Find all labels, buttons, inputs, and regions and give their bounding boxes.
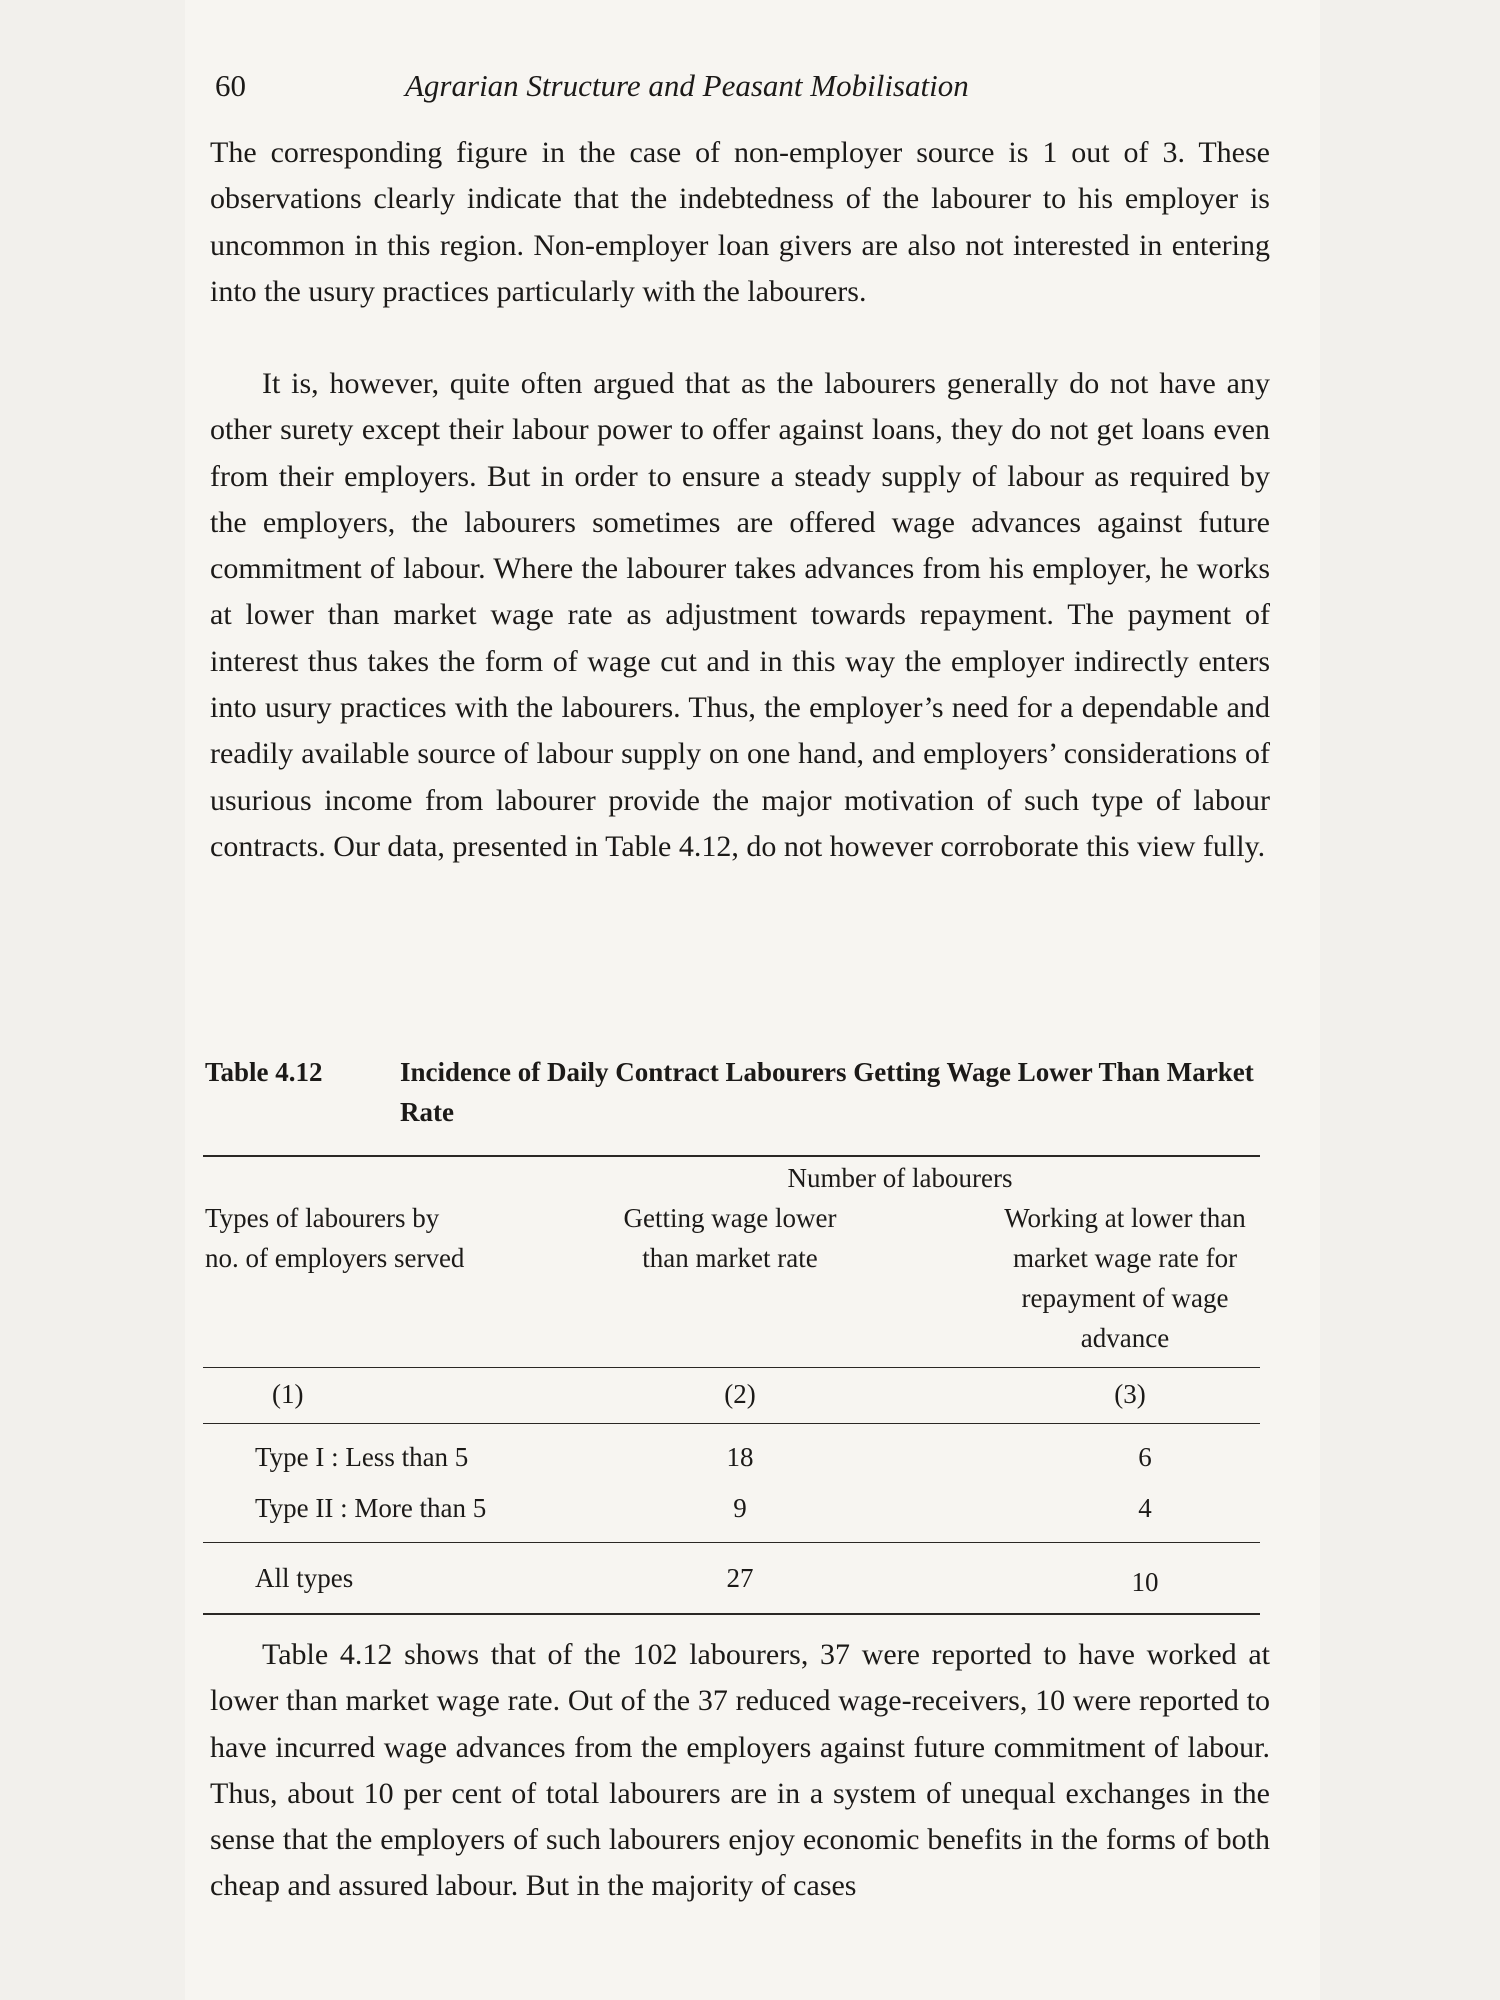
running-title: Agrarian Structure and Peasant Mobilisation xyxy=(405,68,969,103)
paragraph-3: Table 4.12 shows that of the 102 labourers, 37 were reported to have worked at lower than market wage rate. Out of the 37 reduced wage-receivers, 10 were reported to have incurred wage advances from the employers against future commitment of labour. Thus, about 10 per cent of total labourers are in a system of unequal exchanges in the sense that the employers of such labourers enjoy economic benefits in the forms of both cheap and assured labour. But in the majority of cases xyxy=(210,1638,1270,1903)
table-number: Table 4.12 xyxy=(205,1057,323,1087)
page-header xyxy=(215,68,1275,116)
row-type: Type II : More than 5 xyxy=(255,1493,487,1523)
col-number-3: (3) xyxy=(1114,1379,1146,1409)
group-header: Number of labourers xyxy=(787,1163,1013,1193)
total-lower-wage: 27 xyxy=(726,1563,754,1593)
row-repayment: 6 xyxy=(1138,1442,1152,1472)
col2-header-line: Getting wage lower xyxy=(623,1203,837,1233)
col-number-2: (2) xyxy=(724,1379,756,1409)
paragraph-2: It is, however, quite often argued that as the labourers generally do not have any other surety except their labour power to offer against loans, they do not get loans even from their employers. But in order to ensure a steady supply of labour as required by the employers, the labourers sometimes are offered wage advances against future commitment of labour. Where the labourer takes advances from his employer, he works at lower than market wage rate as adjustment towards repayment. The payment of interest thus takes the form of wage cut and in this way the employer indirectly enters into usury practices with the labourers. Thus, the employer’s need for a dependable and readily available source of labour supply on one hand, and employers’ considerations of usurious income from labourer provide the major motivation of such type of labour contracts. Our data, presented in Table 4.12, do not however corroborate this view fully. xyxy=(210,367,1270,863)
row-type: Type I : Less than 5 xyxy=(255,1442,469,1472)
row-lower-wage: 9 xyxy=(733,1493,747,1523)
col2-header-line: than market rate xyxy=(642,1243,818,1273)
total-type: All types xyxy=(255,1563,354,1593)
col1-header-line: Types of labourers by xyxy=(205,1203,440,1233)
col3-header-line: market wage rate for xyxy=(1012,1243,1238,1273)
table-top-rule xyxy=(203,1155,1260,1157)
col3-header-line: advance xyxy=(1080,1323,1170,1353)
col1-header-line: no. of employers served xyxy=(205,1243,465,1273)
row-lower-wage: 18 xyxy=(726,1442,754,1472)
col3-header-line: repayment of wage xyxy=(1021,1283,1229,1313)
row-repayment: 4 xyxy=(1138,1493,1152,1523)
table-bottom-rule xyxy=(203,1613,1260,1615)
table-title: Incidence of Daily Contract Labourers Getting Wage Lower Than Market Rate xyxy=(400,1057,1254,1127)
page-number: 60 xyxy=(215,68,246,103)
table-header-rule xyxy=(203,1367,1260,1368)
col-number-1: (1) xyxy=(272,1379,304,1409)
total-repayment: 10 xyxy=(1131,1567,1159,1597)
table-number-rule xyxy=(203,1423,1260,1424)
table-total-rule xyxy=(203,1542,1260,1543)
col3-header-line: Working at lower than xyxy=(1004,1203,1246,1233)
paragraph-1: The corresponding figure in the case of non-employer source is 1 out of 3. These observations clearly indicate that the indebtedness of the labourer to his employer is uncommon in this region. Non-employer loan givers are also not interested in entering into the usury practices particularly with the labourers. xyxy=(210,136,1270,308)
